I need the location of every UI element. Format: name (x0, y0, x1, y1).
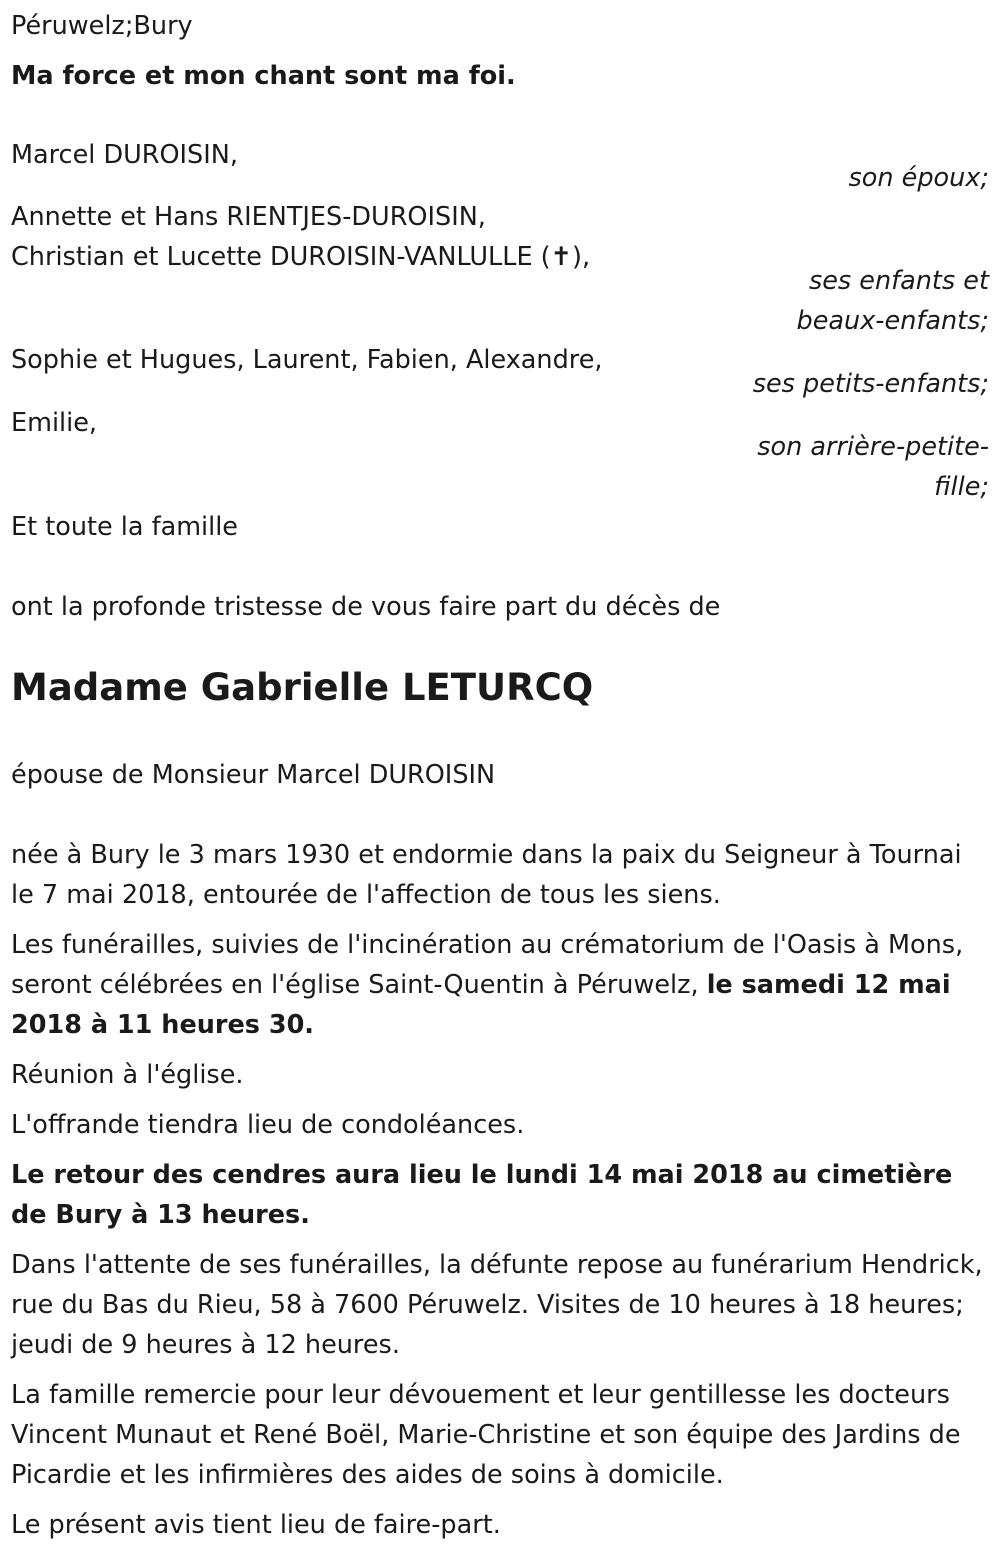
thanks-paragraph: La famille remercie pour leur dévouement et leur gentillesse les docteurs Vincent Munaut et René Boël, Marie-Christine et son équipe des Jardins de Picardie et les infirmières des aides de soins à domicile. (11, 1380, 961, 1490)
body-text (11, 835, 991, 1545)
funeral-text: Les funérailles, suivies de l'incinération au crématorium de l'Oasis à Mons, seront célébrées en l'église Saint-Quentin à Péruwelz, (11, 930, 964, 1000)
funeral-paragraph (11, 925, 991, 1045)
deceased-name: Madame Gabrielle LETURCQ (11, 666, 594, 709)
cross-icon: ✝ (550, 242, 572, 272)
spouse-role: son époux; (848, 163, 989, 193)
spouse-of: épouse de Monsieur Marcel DUROISIN (11, 760, 496, 790)
great-grandchild-role-1: son arrière-petite- (757, 432, 989, 462)
children-line-2 (11, 237, 590, 277)
children-line-1: Annette et Hans RIENTJES-DUROISIN, (11, 202, 486, 232)
children-role-2: beaux-enfants; (796, 306, 989, 336)
grandchildren: Sophie et Hugues, Laurent, Fabien, Alexandre, (11, 345, 603, 375)
offering-paragraph: L'offrande tiendra lieu de condoléances. (11, 1110, 525, 1140)
rest-paragraph: Dans l'attente de ses funérailles, la défunte repose au funérarium Hendrick, rue du Bas du Rieu, 58 à 7600 Péruwelz. Visites de 10 heures à 18 heures; jeudi de 9 heures à 12 heures. (11, 1250, 983, 1360)
children-names-end: ), (572, 242, 591, 272)
motto: Ma force et mon chant sont ma foi. (11, 61, 516, 91)
meeting-paragraph: Réunion à l'église. (11, 1060, 244, 1090)
great-grandchild: Emilie, (11, 408, 98, 438)
notice-paragraph: Le présent avis tient lieu de faire-part. (11, 1510, 501, 1540)
great-grandchild-role-2: fille; (934, 472, 989, 502)
spouse-name: Marcel DUROISIN, (11, 140, 238, 170)
announcement-intro: ont la profonde tristesse de vous faire part du décès de (11, 592, 721, 622)
children-names: Christian et Lucette DUROISIN-VANLULLE ( (11, 242, 551, 272)
birth-death-paragraph: née à Bury le 3 mars 1930 et endormie dans la paix du Seigneur à Tournai le 7 mai 2018, entourée de l'affection de tous les siens. (11, 840, 962, 910)
grandchildren-role: ses petits-enfants; (752, 369, 989, 399)
whole-family: Et toute la famille (11, 512, 238, 542)
ashes-paragraph: Le retour des cendres aura lieu le lundi 14 mai 2018 au cimetière de Bury à 13 heures. (11, 1160, 953, 1230)
location-line: Péruwelz;Bury (11, 11, 193, 41)
funeral-date: le samedi 12 mai 2018 à 11 heures 30. (11, 970, 951, 1040)
children-role-1: ses enfants et (808, 266, 989, 296)
